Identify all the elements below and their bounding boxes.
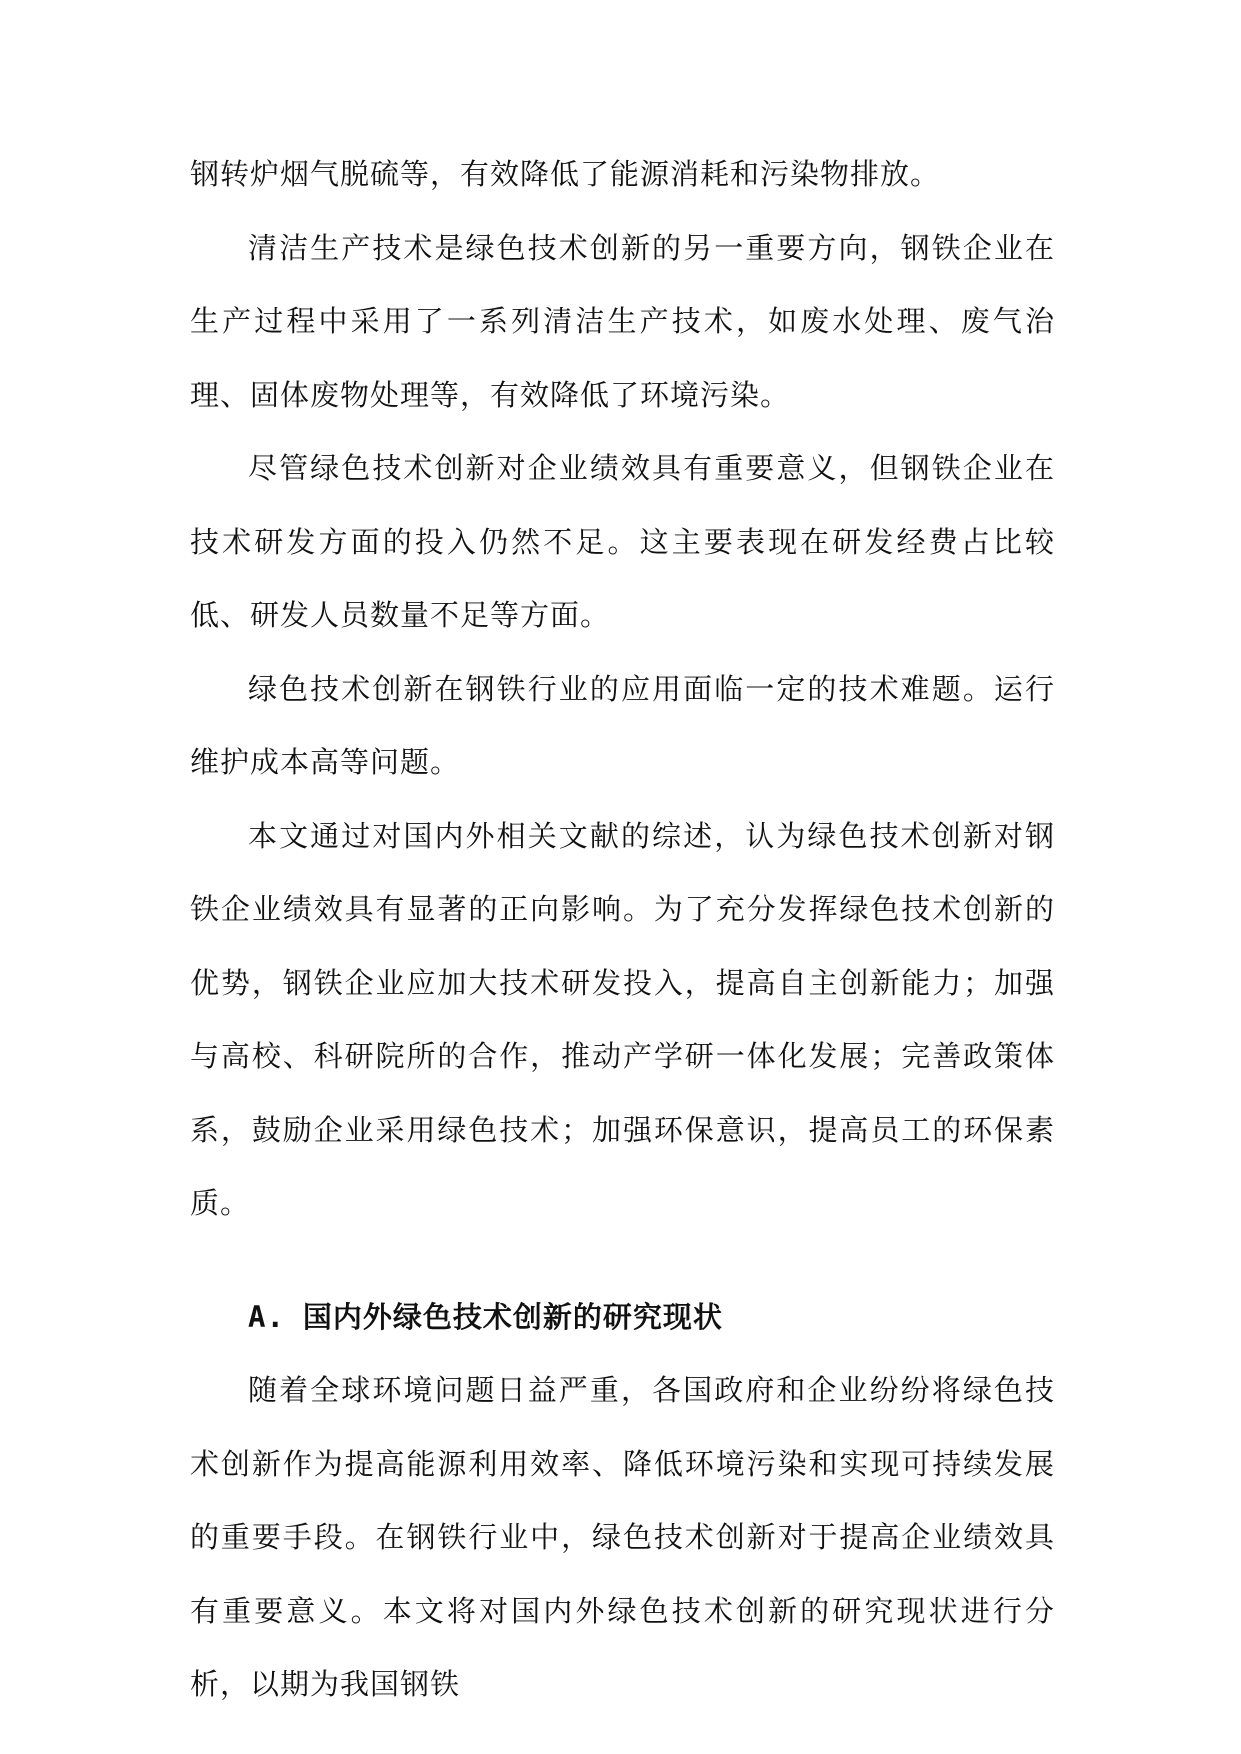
paragraph-technical-difficulties: 绿色技术创新在钢铁行业的应用面临一定的技术难题。运行维护成本高等问题。 — [190, 671, 1055, 779]
section-number: A. — [248, 1299, 285, 1334]
section-title: 国内外绿色技术创新的研究现状 — [302, 1299, 723, 1334]
paragraph-conclusion: 本文通过对国内外相关文献的综述，认为绿色技术创新对钢铁企业绩效具有显著的正向影响。为了充分发挥绿色技术创新的优势，钢铁企业应加大技术研发投入，提高自主创新能力；加强与高校、科研院所的合作，推动产学研一体化发展；完善政策体系，鼓励企业采用绿色技术；加强环保意识，提高员工的环保素质。 — [190, 818, 1055, 1220]
paragraph-clean-production: 清洁生产技术是绿色技术创新的另一重要方向，钢铁企业在生产过程中采用了一系列清洁生产技术，如废水处理、废气治理、固体废物处理等，有效降低了环境污染。 — [190, 230, 1055, 412]
paragraph-research-status: 随着全球环境问题日益严重，各国政府和企业纷纷将绿色技术创新作为提高能源利用效率、降低环境污染和实现可持续发展的重要手段。在钢铁行业中，绿色技术创新对于提高企业绩效具有重要意义。本文将对国内外绿色技术创新的研究现状进行分析，以期为我国钢铁 — [190, 1373, 1055, 1701]
paragraph-continuation: 钢转炉烟气脱硫等，有效降低了能源消耗和污染物排放。 — [190, 157, 941, 191]
section-heading — [190, 1281, 1055, 1355]
paragraph-rd-investment: 尽管绿色技术创新对企业绩效具有重要意义，但钢铁企业在技术研发方面的投入仍然不足。这主要表现在研发经费占比较低、研发人员数量不足等方面。 — [190, 451, 1055, 632]
